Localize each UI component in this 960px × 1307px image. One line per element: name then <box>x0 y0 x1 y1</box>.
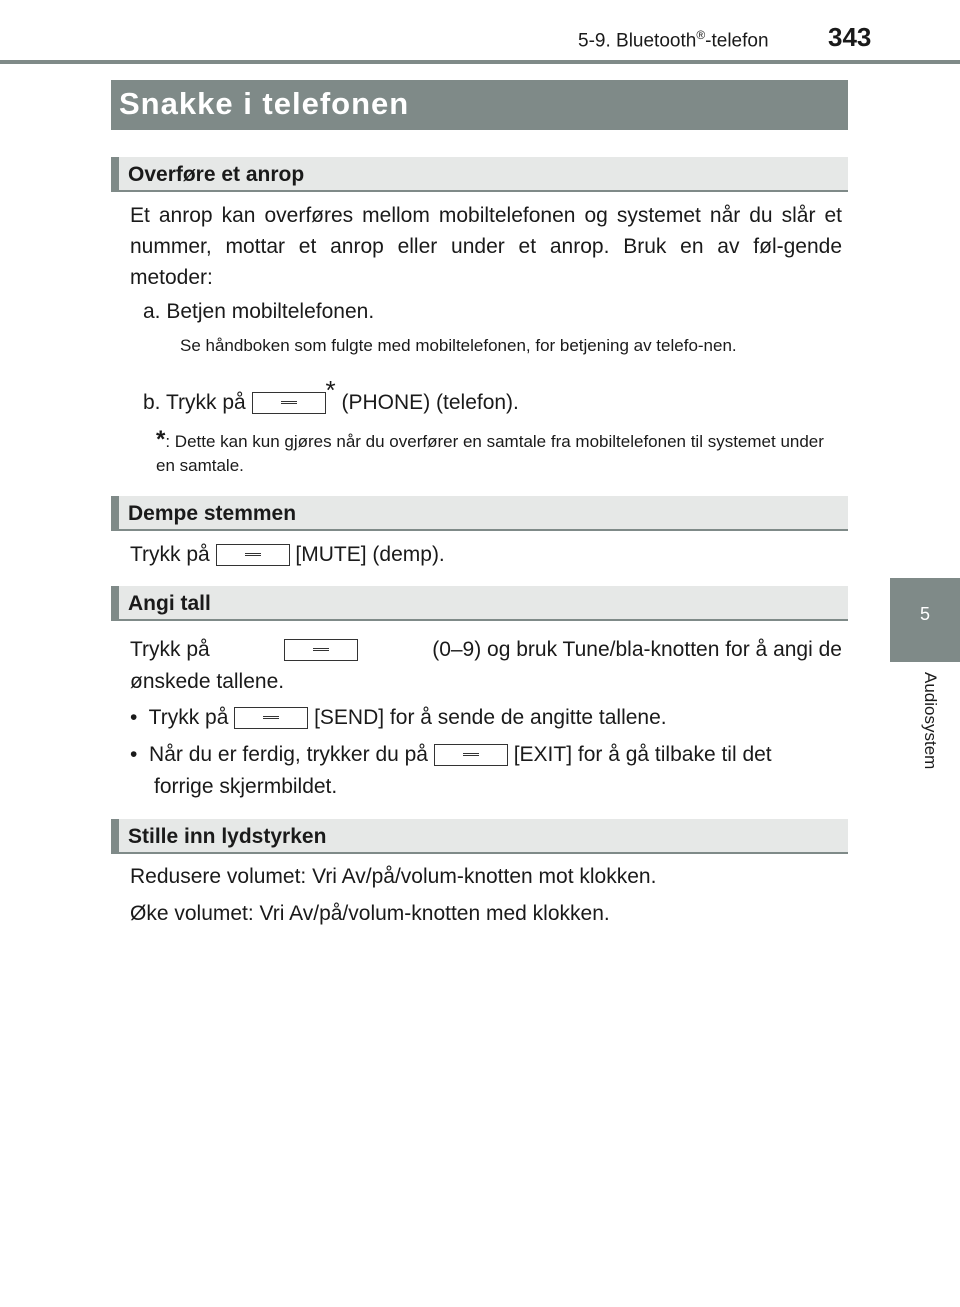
digits-instruction <box>130 634 842 665</box>
digits-bullet-exit-continuation: forrige skjermbildet. <box>154 775 338 798</box>
section-heading-text: Overføre et anrop <box>128 163 305 186</box>
volume-increase: Øke volumet: Vri Av/på/volum-knotten med klokken. <box>130 902 610 925</box>
running-header <box>578 28 769 52</box>
section-heading-transfer <box>111 157 848 192</box>
header-section-prefix: 5-9. Bluetooth <box>578 30 697 52</box>
mute-instruction <box>130 539 445 570</box>
exit-key-icon <box>434 744 508 766</box>
digits-key-icon <box>284 639 358 661</box>
transfer-footnote <box>156 428 842 478</box>
main-title-banner <box>111 80 848 130</box>
bullet-marker: • <box>130 706 138 729</box>
footnote-text: : Dette kan kun gjøres når du overfører en samtale fra mobiltelefonen til systemet under en samtale. <box>156 432 824 475</box>
section-heading-volume <box>111 819 848 854</box>
chapter-label: Audiosystem <box>921 672 940 770</box>
registered-mark: ® <box>696 28 706 42</box>
digits-prefix: Trykk på <box>130 638 210 661</box>
mute-key-icon <box>216 544 290 566</box>
transfer-intro: Et anrop kan overføres mellom mobiltelefonen og systemet når du slår et nummer, mottar et anrop eller under et anrop. Bruk en av føl-gende metoder: <box>130 204 842 289</box>
mute-suffix: [MUTE] (demp). <box>295 543 445 566</box>
transfer-item-a-note: Se håndboken som fulgte med mobiltelefonen, for betjening av telefo-nen. <box>180 336 737 355</box>
bullet-send-prefix: Trykk på <box>148 706 229 729</box>
digits-bullet-exit <box>130 739 772 770</box>
transfer-item-a: a. Betjen mobiltelefonen. <box>143 300 375 323</box>
digits-continuation: ønskede tallene. <box>130 670 285 693</box>
volume-decrease: Redusere volumet: Vri Av/på/volum-knotten mot klokken. <box>130 865 657 888</box>
phone-key-icon <box>252 392 326 414</box>
main-title: Snakke i telefonen <box>119 86 410 121</box>
chapter-tab <box>890 578 960 662</box>
bullet-send-suffix: [SEND] for å sende de angitte tallene. <box>314 706 667 729</box>
section-heading-mute <box>111 496 848 531</box>
section-heading-text: Angi tall <box>128 592 211 615</box>
section-heading-digits <box>111 586 848 621</box>
footnote-star: * <box>325 375 336 405</box>
send-key-icon <box>234 707 308 729</box>
digits-suffix: (0–9) og bruk Tune/bla-knotten for å angi de <box>432 638 842 661</box>
bullet-marker: • <box>130 743 138 766</box>
header-section-suffix: -telefon <box>705 30 769 52</box>
transfer-item-b <box>143 375 519 418</box>
chapter-number: 5 <box>919 604 930 624</box>
section-heading-text: Stille inn lydstyrken <box>128 825 327 848</box>
page-number: 343 <box>828 22 872 52</box>
bullet-exit-suffix: [EXIT] for å gå tilbake til det <box>513 743 772 766</box>
bullet-exit-prefix: Når du er ferdig, trykker du på <box>149 743 428 766</box>
section-heading-text: Dempe stemmen <box>128 502 297 525</box>
digits-bullet-send <box>130 702 667 733</box>
transfer-item-b-prefix: b. Trykk på <box>143 391 246 414</box>
transfer-item-b-suffix: (PHONE) (telefon). <box>341 391 519 414</box>
footnote-mark: * <box>156 426 166 453</box>
mute-prefix: Trykk på <box>130 543 210 566</box>
header-divider <box>0 60 960 64</box>
